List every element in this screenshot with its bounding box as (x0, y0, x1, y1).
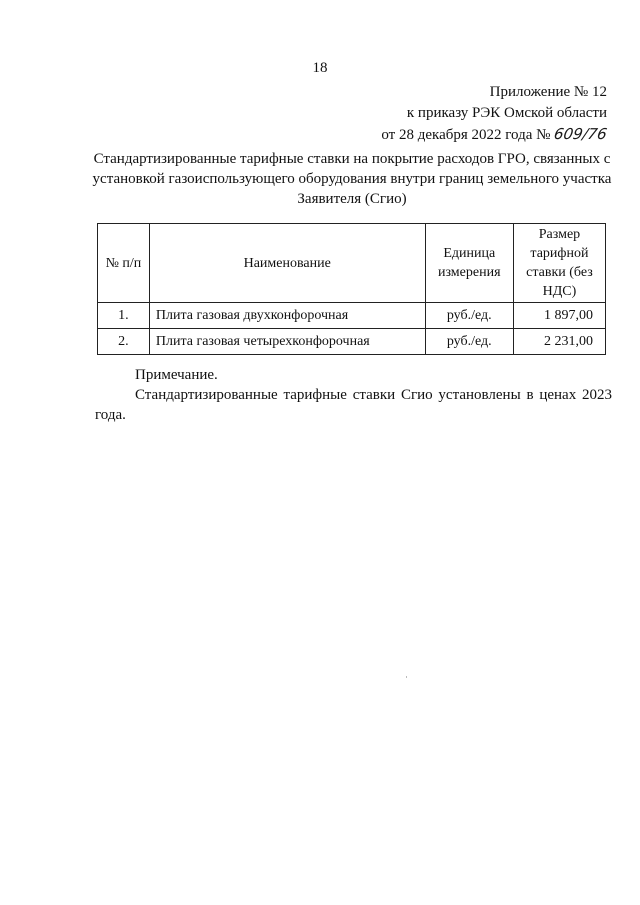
row-rate: 2 231,00 (513, 329, 605, 355)
row-unit: руб./ед. (425, 303, 513, 329)
page-number: 18 (312, 60, 328, 76)
row-unit: руб./ед. (425, 329, 513, 355)
scan-speck (406, 676, 407, 678)
header-name: Наименование (149, 224, 425, 303)
row-name: Плита газовая двухконфорочная (149, 303, 425, 329)
note-text: Стандартизированные тарифные ставки Сгио установлены в ценах 2023 года. (95, 387, 612, 423)
appendix-block (381, 82, 607, 146)
row-number: 2. (98, 329, 150, 355)
header-rate: Размер тарифной ставки (без НДС) (513, 224, 605, 303)
tariff-table (97, 223, 606, 355)
header-unit: Единица измерения (425, 224, 513, 303)
handwritten-order-number: 609/76 (552, 125, 609, 143)
table-row (98, 329, 606, 355)
row-number: 1. (98, 303, 150, 329)
appendix-order-date (381, 124, 607, 146)
appendix-order-date-text: от 28 декабря 2022 года № (381, 127, 551, 143)
appendix-order-ref: к приказу РЭК Омской области (406, 105, 607, 121)
row-rate: 1 897,00 (513, 303, 605, 329)
header-number: № п/п (98, 224, 150, 303)
table-header-row (98, 224, 606, 303)
table-row (98, 303, 606, 329)
note-block (95, 365, 612, 425)
document-title: Стандартизированные тарифные ставки на покрытие расходов ГРО, связанных с установкой газоиспользующего оборудования внутри границ земельного участка Заявителя (Сгио) (92, 151, 612, 207)
note-heading: Примечание. (135, 367, 218, 383)
row-name: Плита газовая четырехконфорочная (149, 329, 425, 355)
appendix-title: Приложение № 12 (489, 84, 607, 100)
